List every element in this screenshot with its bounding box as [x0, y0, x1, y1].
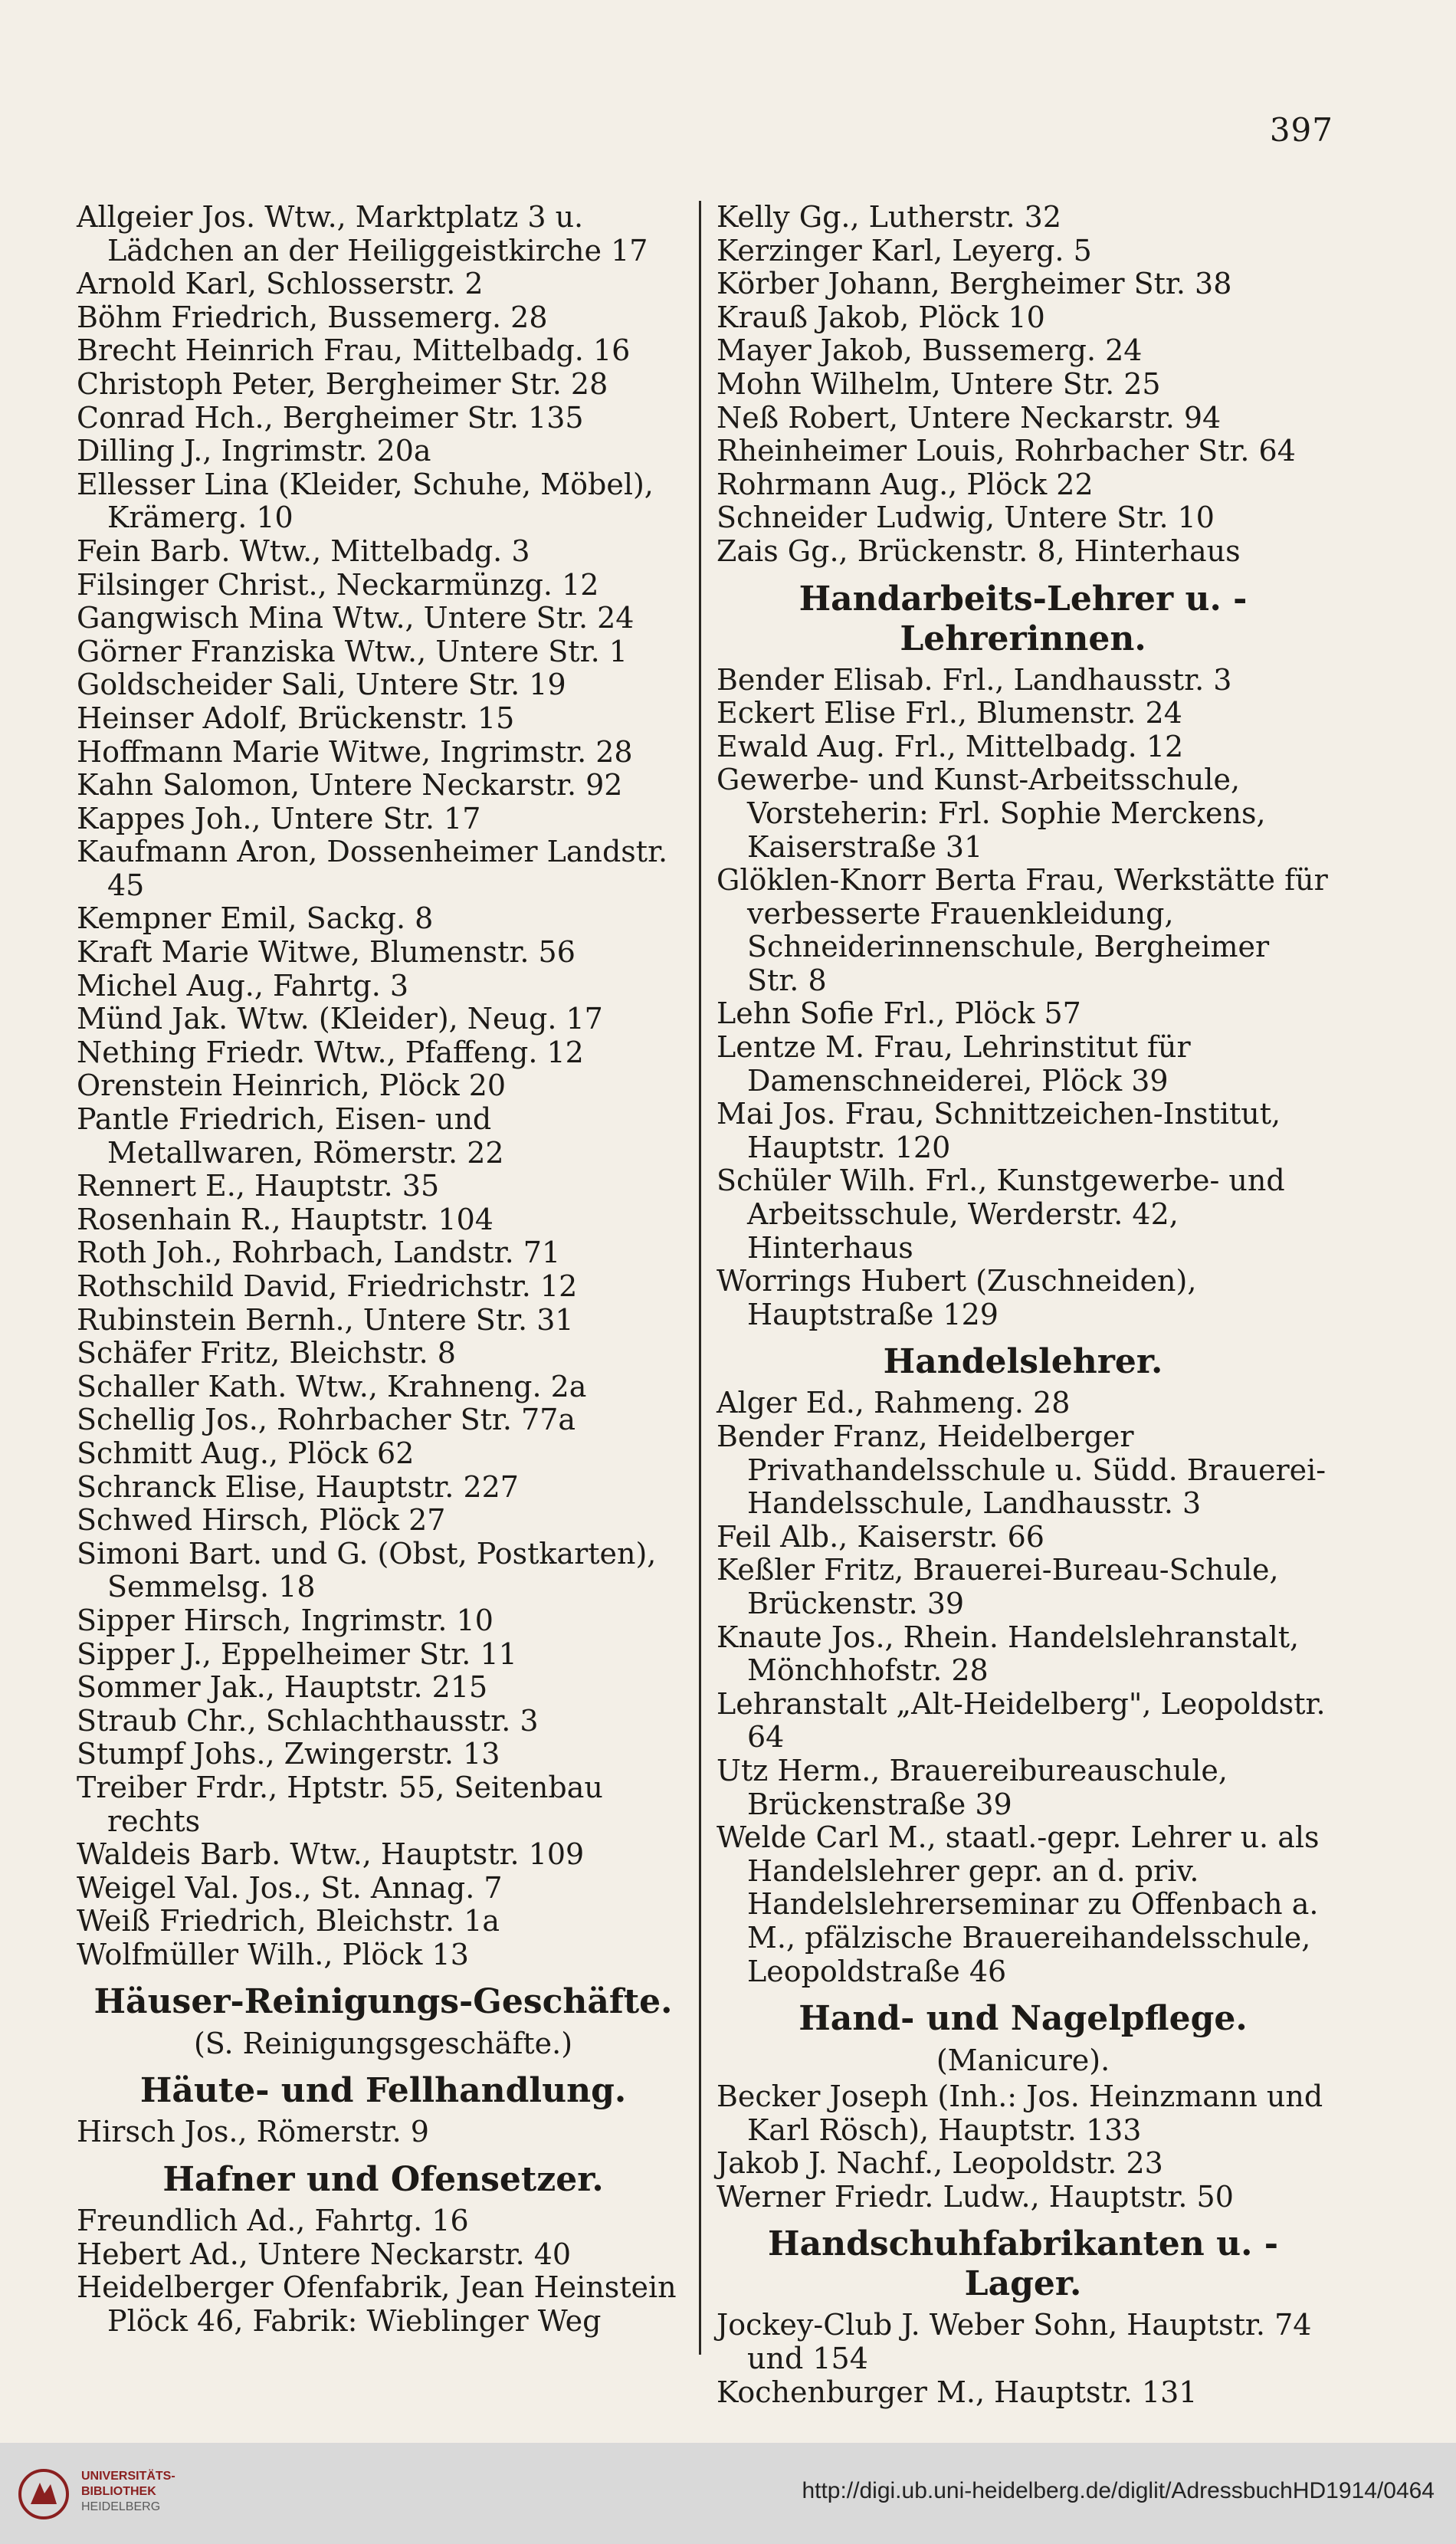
directory-entry: Allgeier Jos. Wtw., Marktplatz 3 u. Lädchen an der Heiliggeistkirche 17 [77, 200, 648, 268]
directory-entry: Schmitt Aug., Plöck 62 [77, 1436, 415, 1470]
logo-line: HEIDELBERG [81, 2500, 161, 2513]
directory-entry: Wolfmüller Wilh., Plöck 13 [77, 1937, 469, 1971]
footer-bar [0, 2443, 1456, 2544]
directory-entry: Weigel Val. Jos., St. Annag. 7 [77, 1870, 503, 1905]
section-heading: Häute- und Fellhandlung. [139, 2071, 627, 2111]
directory-entry: Heidelberger Ofenfabrik, Jean Heinstein Plöck 46, Fabrik: Wieblinger Weg [77, 2270, 677, 2338]
directory-entry: Fein Barb. Wtw., Mittelbadg. 3 [77, 533, 530, 568]
directory-entry: Ewald Aug. Frl., Mittelbadg. 12 [717, 729, 1184, 763]
directory-entry: Schneider Ludwig, Untere Str. 10 [717, 501, 1215, 535]
directory-entry: Alger Ed., Rahmeng. 28 [717, 1386, 1071, 1420]
library-seal-icon [17, 2467, 71, 2521]
directory-entry: Kraft Marie Witwe, Blumenstr. 56 [77, 935, 576, 970]
directory-entry: Stumpf Johs., Zwingerstr. 13 [77, 1737, 500, 1771]
directory-entry: Lehranstalt „Alt-Heidelberg", Leopoldstr. 64 [717, 1686, 1326, 1755]
directory-entry: Lehn Sofie Frl., Plöck 57 [717, 996, 1081, 1031]
directory-entry: Kahn Salomon, Untere Neckarstr. 92 [77, 768, 623, 803]
section-heading: Handarbeits-Lehrer u. -Lehrerinnen. [799, 579, 1248, 658]
directory-entry: Eckert Elise Frl., Blumenstr. 24 [717, 696, 1182, 730]
directory-entry: Schäfer Fritz, Bleichstr. 8 [77, 1336, 456, 1370]
directory-entry: Rheinheimer Louis, Rohrbacher Str. 64 [717, 434, 1296, 468]
directory-entry: Freundlich Ad., Fahrtg. 16 [77, 2204, 469, 2238]
section-heading: Handelslehrer. [883, 1342, 1163, 1382]
library-logo[interactable] [17, 2461, 193, 2526]
directory-entry: Rothschild David, Friedrichstr. 12 [77, 1269, 578, 1303]
directory-entry: Bender Elisab. Frl., Landhausstr. 3 [717, 662, 1232, 697]
directory-entry: Roth Joh., Rohrbach, Landstr. 71 [77, 1236, 561, 1270]
directory-entry: Lentze M. Frau, Lehrinstitut für Damenschneiderei, Plöck 39 [717, 1030, 1191, 1098]
directory-entry: Sommer Jak., Hauptstr. 215 [77, 1670, 488, 1705]
right-column [717, 201, 1330, 2409]
directory-entry: Rennert E., Hauptstr. 35 [77, 1169, 440, 1203]
section-heading: Handschuhfabrikanten u. -Lager. [768, 2224, 1278, 2304]
directory-entry: Knaute Jos., Rhein. Handelslehranstalt, Mönchhofstr. 28 [717, 1620, 1300, 1688]
directory-entry: Feil Alb., Kaiserstr. 66 [717, 1519, 1044, 1554]
directory-entry: Zais Gg., Brückenstr. 8, Hinterhaus [717, 533, 1241, 568]
directory-entry: Bender Franz, Heidelberger Privathandelsschule u. Südd. Brauerei-Handelsschule, Landhausstr. 3 [717, 1420, 1326, 1521]
directory-entry: Nething Friedr. Wtw., Pfaffeng. 12 [77, 1035, 584, 1069]
directory-entry: Jakob J. Nachf., Leopoldstr. 23 [717, 2146, 1163, 2181]
section-subheading: (Manicure). [936, 2043, 1110, 2078]
directory-entry: Filsinger Christ., Neckarmünzg. 12 [77, 567, 599, 602]
column-divider [699, 201, 701, 2355]
directory-entry: Kaufmann Aron, Dossenheimer Landstr. 45 [77, 835, 668, 902]
directory-entry: Rosenhain R., Hauptstr. 104 [77, 1202, 494, 1236]
directory-entry: Sipper J., Eppelheimer Str. 11 [77, 1636, 517, 1671]
logo-line: UNIVERSITÄTS- [81, 2470, 175, 2483]
directory-entry: Schüler Wilh. Frl., Kunstgewerbe- und Arbeitsschule, Werderstr. 42, Hinterhaus [717, 1164, 1285, 1265]
directory-entry: Michel Aug., Fahrtg. 3 [77, 968, 409, 1003]
directory-entry: Rohrmann Aug., Plöck 22 [717, 467, 1094, 501]
directory-entry: Sipper Hirsch, Ingrimstr. 10 [77, 1603, 494, 1637]
directory-entry: Krauß Jakob, Plöck 10 [717, 300, 1045, 334]
directory-entry: Worrings Hubert (Zuschneiden), Hauptstraße 129 [717, 1264, 1197, 1331]
directory-entry: Keßler Fritz, Brauerei-Bureau-Schule, Brückenstr. 39 [717, 1553, 1279, 1620]
directory-entry: Arnold Karl, Schlosserstr. 2 [77, 267, 484, 301]
directory-entry: Schaller Kath. Wtw., Krahneng. 2a [77, 1369, 587, 1403]
directory-entry: Conrad Hch., Bergheimer Str. 135 [77, 400, 584, 435]
directory-entry: Becker Joseph (Inh.: Jos. Heinzmann und Karl Rösch), Hauptstr. 133 [717, 2080, 1323, 2147]
directory-entry: Goldscheider Sali, Untere Str. 19 [77, 668, 566, 702]
directory-entry: Kochenburger M., Hauptstr. 131 [717, 2375, 1198, 2409]
directory-entry: Utz Herm., Brauereibureauschule, Brückenstraße 39 [717, 1753, 1228, 1821]
directory-entry: Neß Robert, Untere Neckarstr. 94 [717, 400, 1222, 435]
directory-entry: Treiber Frdr., Hptstr. 55, Seitenbau rechts [77, 1770, 603, 1838]
directory-entry: Waldeis Barb. Wtw., Hauptstr. 109 [77, 1837, 585, 1872]
directory-entry: Gewerbe- und Kunst-Arbeitsschule, Vorsteherin: Frl. Sophie Merckens, Kaiserstraße 31 [717, 763, 1266, 864]
directory-entry: Straub Chr., Schlachthausstr. 3 [77, 1703, 539, 1738]
directory-entry: Ellesser Lina (Kleider, Schuhe, Möbel), Krämerg. 10 [77, 467, 654, 535]
page-number: 397 [1269, 111, 1333, 149]
section-heading: Häuser-Reinigungs-Geschäfte. [93, 1982, 673, 2022]
directory-entry: Schwed Hirsch, Plöck 27 [77, 1503, 446, 1538]
directory-entry: Körber Johann, Bergheimer Str. 38 [717, 267, 1232, 301]
directory-entry: Pantle Friedrich, Eisen- und Metallwaren, Römerstr. 22 [77, 1102, 504, 1170]
directory-entry: Orenstein Heinrich, Plöck 20 [77, 1068, 507, 1103]
directory-entry: Kappes Joh., Untere Str. 17 [77, 801, 481, 835]
section-subheading: (S. Reinigungsgeschäfte.) [193, 2027, 573, 2061]
directory-entry: Hirsch Jos., Römerstr. 9 [77, 2115, 429, 2149]
section-heading: Hand- und Nagelpflege. [799, 1999, 1248, 2039]
directory-entry: Görner Franziska Wtw., Untere Str. 1 [77, 634, 628, 668]
directory-entry: Kerzinger Karl, Leyerg. 5 [717, 233, 1092, 268]
directory-entry: Welde Carl M., staatl.-gepr. Lehrer u. als Handelslehrer gepr. an d. priv. Handelslehrerseminar zu Offenbach a. M., pfälzische Brauereihandelsschule, Leopoldstraße 46 [717, 1820, 1320, 1988]
directory-entry: Böhm Friedrich, Bussemerg. 28 [77, 300, 548, 334]
directory-entry: Kelly Gg., Lutherstr. 32 [717, 200, 1062, 234]
directory-entry: Mayer Jakob, Bussemerg. 24 [717, 333, 1143, 368]
directory-entry: Glöklen-Knorr Berta Frau, Werkstätte für verbesserte Frauenkleidung, Schneiderinnenschule, Bergheimer Str. 8 [717, 863, 1328, 997]
directory-entry: Münd Jak. Wtw. (Kleider), Neug. 17 [77, 1002, 603, 1036]
logo-line: BIBLIOTHEK [81, 2485, 156, 2498]
directory-entry: Hebert Ad., Untere Neckarstr. 40 [77, 2237, 572, 2271]
directory-entry: Mohn Wilhelm, Untere Str. 25 [717, 366, 1161, 401]
directory-entry: Rubinstein Bernh., Untere Str. 31 [77, 1302, 574, 1337]
directory-entry: Werner Friedr. Ludw., Hauptstr. 50 [717, 2179, 1234, 2214]
library-logo-text [81, 2469, 175, 2515]
directory-entry: Hoffmann Marie Witwe, Ingrimstr. 28 [77, 734, 633, 769]
directory-entry: Brecht Heinrich Frau, Mittelbadg. 16 [77, 333, 631, 368]
directory-entry: Simoni Bart. und G. (Obst, Postkarten), Semmelsg. 18 [77, 1536, 657, 1604]
directory-entry: Jockey-Club J. Weber Sohn, Hauptstr. 74 und 154 [717, 2308, 1312, 2376]
directory-entry: Weiß Friedrich, Bleichstr. 1a [77, 1904, 500, 1938]
directory-entry: Schellig Jos., Rohrbacher Str. 77a [77, 1403, 576, 1437]
directory-entry: Mai Jos. Frau, Schnittzeichen-Institut, Hauptstr. 120 [717, 1097, 1281, 1164]
directory-entry: Kempner Emil, Sackg. 8 [77, 901, 434, 936]
directory-entry: Schranck Elise, Hauptstr. 227 [77, 1469, 519, 1504]
directory-entry: Gangwisch Mina Wtw., Untere Str. 24 [77, 601, 635, 635]
source-url-link[interactable]: http://digi.ub.uni-heidelberg.de/diglit/AdressbuchHD1914/0464 [802, 2478, 1435, 2503]
directory-entry: Dilling J., Ingrimstr. 20a [77, 434, 431, 468]
directory-entry: Heinser Adolf, Brückenstr. 15 [77, 701, 515, 735]
left-column [77, 201, 690, 2338]
section-heading: Hafner und Ofensetzer. [162, 2160, 604, 2200]
directory-entry: Christoph Peter, Bergheimer Str. 28 [77, 366, 608, 401]
